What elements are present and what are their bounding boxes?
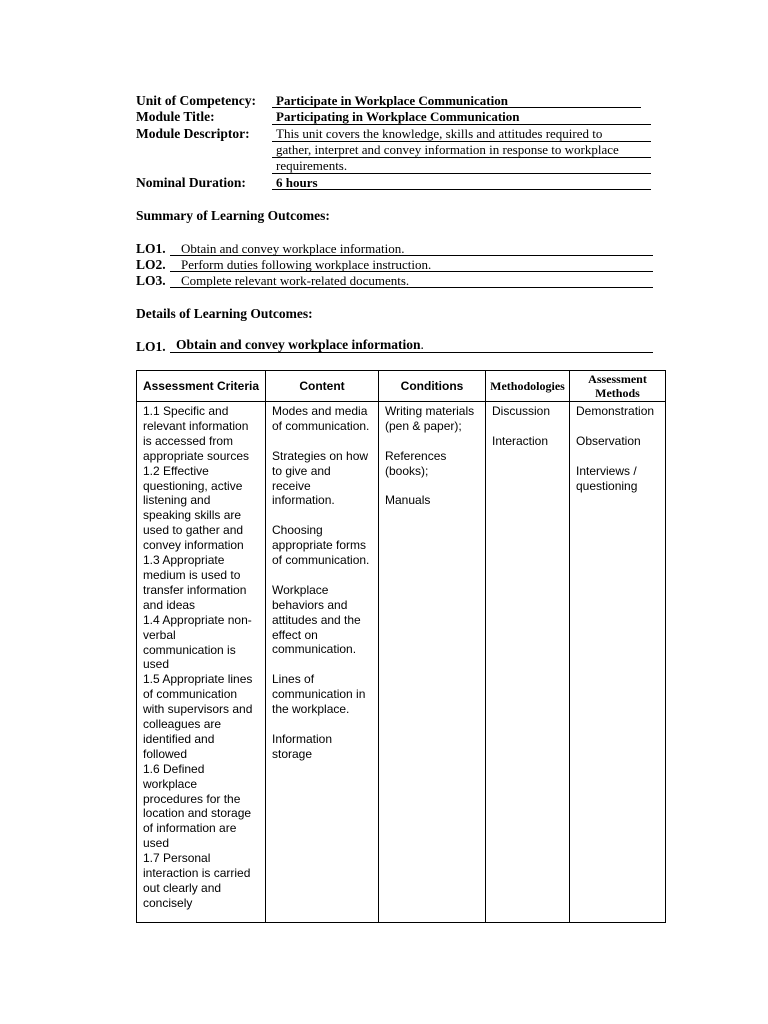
underline (272, 107, 641, 108)
module-descriptor-line-3: requirements. (276, 158, 348, 173)
conditions-cell (379, 402, 486, 923)
assessment-method-item: Demonstration (576, 404, 655, 418)
assessment-method-item: Observation (576, 433, 641, 448)
module-descriptor-label: Module Descriptor: (136, 126, 250, 141)
content-item: Workplace behaviors and attitudes and the effect on communication. (272, 582, 361, 657)
condition-item: Writing materials (pen & paper); (385, 404, 475, 433)
summary-lo2-text: Perform duties following workplace instruction. (181, 257, 432, 272)
summary-lo2-label: LO2. (136, 257, 166, 272)
underline (272, 124, 651, 125)
learning-outcomes-table (136, 370, 666, 923)
details-lo1-label: LO1. (136, 339, 166, 354)
content-item: Lines of communication in the workplace. (272, 672, 366, 717)
summary-lo1-label: LO1. (136, 241, 166, 256)
content-cell (266, 402, 379, 923)
criterion-item: 1.5 Appropriate lines of communication with supervisors and colleagues are identified and followed (143, 672, 253, 761)
nominal-duration-label: Nominal Duration: (136, 175, 246, 190)
header-conditions: Conditions (379, 371, 486, 402)
summary-lo3-text: Complete relevant work-related documents. (181, 273, 410, 288)
unit-of-competency-label: Unit of Competency: (136, 93, 256, 108)
table-row (137, 402, 666, 923)
module-descriptor-line-1: This unit covers the knowledge, skills and attitudes required to (276, 126, 603, 141)
criterion-item: 1.1 Specific and relevant information is accessed from appropriate sources (143, 404, 250, 463)
underline (170, 255, 653, 256)
module-descriptor-line-2: gather, interpret and convey information in response to workplace (276, 142, 619, 157)
header-assessment-methods: Assessment Methods (570, 371, 666, 402)
table-header-row (137, 371, 666, 402)
criterion-item: 1.2 Effective questioning, active listening and speaking skills are used to gather and convey information (143, 463, 244, 553)
nominal-duration-value: 6 hours (276, 175, 318, 190)
underline (170, 271, 653, 272)
header-methodologies: Methodologies (486, 371, 570, 402)
header-assessment-criteria: Assessment Criteria (137, 371, 266, 402)
module-title-value: Participating in Workplace Communication (276, 109, 520, 124)
summary-lo3-label: LO3. (136, 273, 166, 288)
unit-of-competency-value: Participate in Workplace Communication (276, 93, 508, 108)
assessment-methods-cell (570, 402, 666, 923)
underline (170, 287, 653, 288)
details-lo1-text (176, 337, 424, 353)
details-lo1-period: . (420, 337, 424, 352)
methodologies-cell (486, 402, 570, 923)
assessment-method-item: Interviews / questioning (576, 463, 638, 493)
criterion-item: 1.3 Appropriate medium is used to transfer information and ideas (143, 553, 247, 612)
criterion-item: 1.4 Appropriate non- verbal communication is used (143, 612, 252, 672)
criterion-item: 1.6 Defined workplace procedures for the location and storage of information are used (143, 761, 252, 851)
underline (272, 173, 651, 174)
content-item: Modes and media of communication. (272, 404, 370, 433)
condition-item: References (books); (385, 448, 447, 478)
criterion-item: 1.7 Personal interaction is carried out clearly and concisely (143, 851, 251, 910)
module-title-label: Module Title: (136, 109, 215, 124)
methodology-item: Interaction (492, 433, 549, 448)
details-lo1-title: Obtain and convey workplace information (176, 337, 421, 352)
content-item: Information storage (272, 731, 333, 761)
underline (170, 352, 653, 353)
condition-item: Manuals (385, 493, 431, 508)
header-content: Content (266, 371, 379, 402)
content-item: Strategies on how to give and receive information. (272, 448, 369, 508)
summary-title: Summary of Learning Outcomes: (136, 208, 330, 223)
details-title: Details of Learning Outcomes: (136, 306, 313, 321)
summary-lo1-text: Obtain and convey workplace information. (181, 241, 405, 256)
content-item: Choosing appropriate forms of communication. (272, 523, 370, 568)
methodology-item: Discussion (492, 404, 551, 418)
underline (272, 189, 651, 190)
criteria-cell (137, 402, 266, 923)
